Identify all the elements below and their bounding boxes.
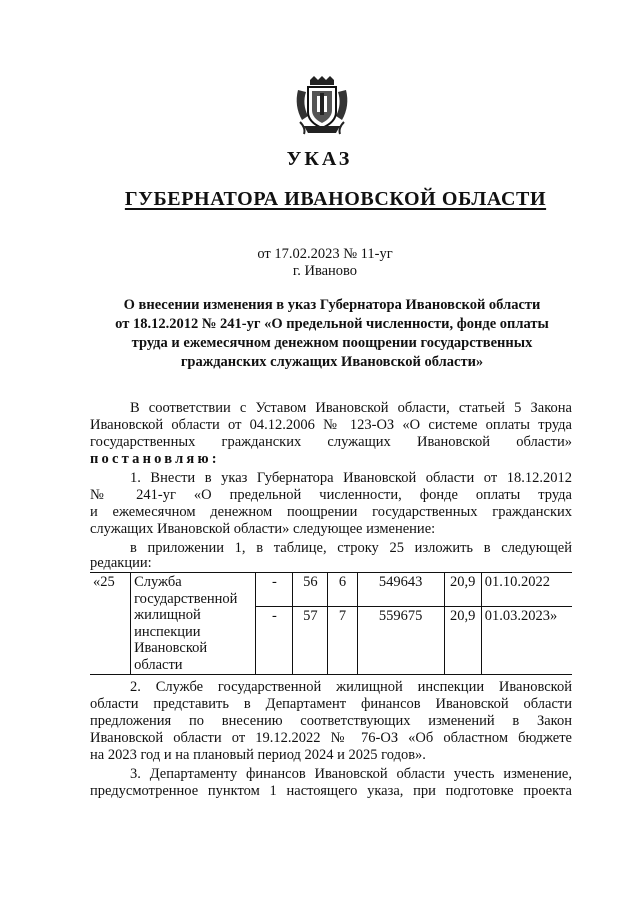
issuer-title: ГУБЕРНАТОРА ИВАНОВСКОЙ ОБЛАСТИ	[124, 188, 547, 210]
table-row	[90, 573, 572, 607]
table-cell: 7	[328, 607, 357, 675]
body-line: Ивановской области от 04.12.2006 № 123-ОЗ «О системе оплаты труда	[90, 417, 572, 433]
body-line: области представить в Департамент финансов Ивановской области	[90, 696, 572, 712]
table-cell: 20,9	[444, 607, 481, 675]
table-cell: 6	[328, 573, 357, 607]
body-line: предложения по внесению соответствующих изменений в Закон	[90, 713, 572, 729]
table-cell: 20,9	[444, 573, 481, 607]
organization-line: жилищной	[134, 607, 201, 623]
table-cell: 01.10.2022	[481, 573, 572, 607]
subject-line: от 18.12.2012 № 241-уг «О предельной численности, фонде оплаты	[115, 316, 549, 332]
table-cell: 56	[293, 573, 328, 607]
organization-line: государственной	[134, 590, 238, 607]
body-line: на 2023 год и на плановый период 2024 и 2025 годов».	[90, 747, 426, 763]
amendment-table	[90, 572, 572, 675]
document-title: УКАЗ	[286, 148, 353, 170]
body-line: 2. Службе государственной жилищной инспекции Ивановской	[130, 679, 572, 695]
subject-line: труда и ежемесячном денежном поощрении государственных	[131, 335, 533, 351]
body-line: В соответствии с Уставом Ивановской области, статьей 5 Закона	[130, 400, 572, 416]
body-line: в приложении 1, в таблице, строку 25 изложить в следующей	[130, 540, 572, 556]
organization-cell	[131, 573, 256, 675]
organization-line: области	[134, 656, 183, 673]
body-line: 1. Внести в указ Губернатора Ивановской области от 18.12.2012	[130, 470, 572, 486]
document-subject	[92, 296, 572, 372]
table-cell: 01.03.2023»	[481, 607, 572, 675]
decree-word: постановляю:	[90, 451, 220, 467]
body-line: 3. Департаменту финансов Ивановской области учесть изменение,	[130, 766, 572, 782]
body-line: государственных гражданских служащих Ивановской области»	[90, 434, 572, 450]
table-cell: 549643	[357, 573, 444, 607]
table-cell: 57	[293, 607, 328, 675]
ivanovo-coat-of-arms-icon	[294, 76, 350, 136]
organization-line: инспекции	[134, 623, 201, 640]
document-city: г. Иваново	[292, 263, 358, 279]
organization-line: Ивановской	[134, 640, 208, 656]
row-number-cell: «25	[90, 573, 131, 675]
body-line: предусмотренное пунктом 1 настоящего указа, при подготовке проекта	[90, 783, 572, 799]
table-cell: -	[256, 573, 293, 607]
body-line: редакции:	[90, 555, 152, 571]
table-cell: -	[256, 607, 293, 675]
body-line: служащих Ивановской области» следующее изменение:	[90, 521, 436, 537]
body-line: и ежемесячном денежном поощрении государственных гражданских	[90, 504, 572, 520]
subject-line: гражданских служащих Ивановской области»	[180, 354, 484, 370]
document-date: от 17.02.2023 № 11-уг	[257, 246, 393, 262]
subject-line: О внесении изменения в указ Губернатора Ивановской области	[123, 297, 541, 313]
body-line: Ивановской области от 19.12.2022 № 76-ОЗ «Об областном бюджете	[90, 730, 572, 746]
body-line: № 241-уг «О предельной численности, фонде оплаты труда	[90, 487, 572, 503]
organization-line: Служба	[134, 574, 182, 590]
table-cell: 559675	[357, 607, 444, 675]
